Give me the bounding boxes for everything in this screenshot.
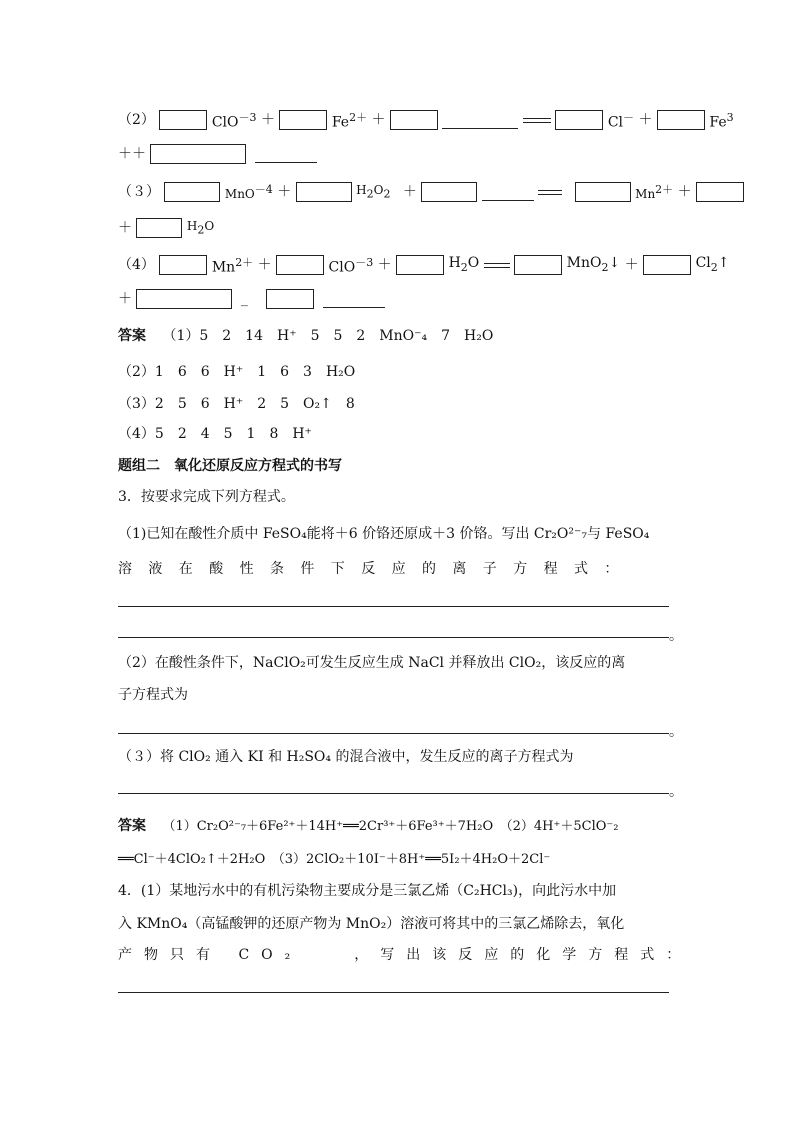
eq4-species1: $Mn^{2+}$ (211, 256, 254, 276)
eq2-species3: Cl－ (607, 111, 635, 131)
eq3-species1: MnO－4 (224, 183, 273, 202)
period: 。 (669, 784, 683, 800)
q3-part2-line2: 子方程式为 (118, 687, 188, 703)
eq3-species4: H2O (186, 219, 215, 237)
answer-text: （1）5 2 14 H⁺ 5 5 2 MnO⁻₄ 7 H₂O (162, 328, 494, 344)
charge-plus: ＋ (118, 146, 132, 162)
answer-rule[interactable] (118, 793, 669, 794)
answer-5-cont: ══Cl⁻＋4ClO₂↑＋2H₂O （3）2ClO₂＋10I⁻＋8H⁺══5I₂＋4H₂O＋2Cl⁻ (118, 852, 551, 867)
eq2-line1 (118, 106, 734, 131)
eq4-equals (484, 263, 510, 268)
eq4-box3[interactable] (396, 255, 444, 275)
eq4-box5[interactable] (643, 255, 691, 275)
eq2-line2 (118, 142, 724, 166)
plus: ＋ (371, 112, 386, 129)
eq2-species4: Fe$^3$ (709, 111, 734, 131)
eq4-species5: $Cl_2↑$ (695, 255, 730, 274)
eq3-box3[interactable] (421, 182, 477, 202)
q3-part1-line2: 溶液在酸性条件下反应的离子方程式： (118, 561, 635, 577)
eq2-equals (523, 118, 551, 123)
period: 。 (669, 628, 683, 644)
eq2-box1[interactable] (159, 110, 207, 130)
answer-rule[interactable] (118, 992, 669, 993)
eq3-line2 (118, 214, 724, 238)
q4-line2: 入 KMnO₄（高锰酸钾的还原产物为 MnO₂）溶液可将其中的三氯乙烯除去，氧化 (118, 916, 625, 932)
answer-rule[interactable] (118, 606, 669, 607)
eq3-species2: H2O2 (356, 183, 391, 201)
eq2-box6[interactable] (150, 144, 246, 164)
eq3-species3: Mn2＋ (635, 183, 674, 202)
plus: ＋ (277, 184, 292, 201)
answer-label: 答案 (118, 818, 146, 834)
eq4-number: （4） (118, 257, 155, 274)
eq3-box5[interactable] (696, 182, 744, 202)
answer-5 (118, 814, 724, 838)
eq4-line2 (118, 287, 724, 311)
eq2-box3[interactable] (390, 110, 438, 130)
answer-rule[interactable] (118, 637, 669, 638)
eq2-blank[interactable] (442, 112, 518, 129)
eq3-box2[interactable] (296, 182, 352, 202)
eq2-box2[interactable] (279, 110, 327, 130)
eq4-species4: MnO$_2$↓ (566, 255, 621, 274)
eq4-species3: $H_2O$ (448, 255, 480, 274)
plus: ＋ (677, 184, 692, 201)
q3-part3-line1: （３）将 ClO₂ 通入 KI 和 H₂SO₄ 的混合液中，发生反应的离子方程式为 (118, 749, 574, 765)
eq3-box1[interactable] (164, 182, 220, 202)
eq2-species1: ClO$^{-3}$ (211, 111, 257, 131)
answer-text: （1）Cr₂O²⁻₇＋6Fe²⁺＋14H⁺══2Cr³⁺＋6Fe³⁺＋7H₂O （2）4H⁺＋5ClO⁻₂ (162, 819, 619, 834)
plus: ＋ (257, 257, 272, 274)
q3-part2-line1: （2）在酸性条件下，NaClO₂可发生反应生成 NaCl 并释放出 ClO₂，该反应的离 (118, 655, 626, 671)
answer-4: （4）5 2 4 5 1 8 H⁺ (118, 426, 312, 442)
eq4-box7[interactable] (266, 289, 314, 309)
answer-label: 答案 (118, 328, 146, 344)
plus: ＋ (624, 257, 639, 274)
eq3-line1 (118, 178, 724, 202)
eq4-box2[interactable] (276, 255, 324, 275)
plus: ＋ (118, 220, 132, 237)
eq2-box5[interactable] (657, 110, 705, 130)
plus: ＋ (638, 112, 653, 129)
eq4-line1 (118, 251, 730, 276)
plus: ＋ (132, 146, 146, 162)
plus: ＋ (402, 184, 417, 201)
eq3-box6[interactable] (136, 218, 182, 238)
dash: _ (240, 291, 248, 307)
eq4-box4[interactable] (514, 255, 562, 275)
question-3-title: 3．按要求完成下列方程式。 (118, 489, 295, 505)
eq4-blank[interactable] (323, 291, 385, 308)
eq4-box1[interactable] (159, 255, 207, 275)
eq3-box4[interactable] (575, 182, 631, 202)
q3-part1-line1: （1)已知在酸性介质中 FeSO₄能将＋6 价铬还原成＋3 价铬。写出 Cr₂O²⁻₇与 FeSO₄ (118, 526, 650, 542)
plus: ＋ (118, 291, 132, 307)
eq3-blank[interactable] (482, 184, 534, 201)
answer-1 (118, 324, 724, 348)
eq4-box6[interactable] (136, 289, 232, 309)
answer-rule[interactable] (118, 733, 669, 734)
eq4-species2: ClO$^{-3}$ (328, 256, 374, 276)
q4-line3: 产物只有 CO₂ ，写出该反应的化学方程式： (118, 947, 693, 963)
q4-line1: 4．(1）某地污水中的有机污染物主要成分是三氯乙烯（C₂HCl₃)，向此污水中加 (118, 883, 617, 899)
plus: ＋ (377, 257, 392, 274)
answer-3: （3）2 5 6 H⁺ 2 5 O₂↑ 8 (118, 396, 355, 412)
eq3-number: （３） (118, 184, 160, 201)
eq2-blank2[interactable] (255, 146, 317, 163)
eq2-species2: $Fe^{2+}$ (331, 111, 368, 131)
plus: ＋ (260, 112, 275, 129)
period: 。 (669, 724, 683, 740)
eq2-box4[interactable] (555, 110, 603, 130)
eq2-number: （2） (118, 112, 155, 129)
eq3-equals (538, 190, 562, 195)
answer-2: （2）1 6 6 H⁺ 1 6 3 H₂O (118, 364, 356, 380)
group-title: 题组二 氧化还原反应方程式的书写 (118, 458, 342, 474)
